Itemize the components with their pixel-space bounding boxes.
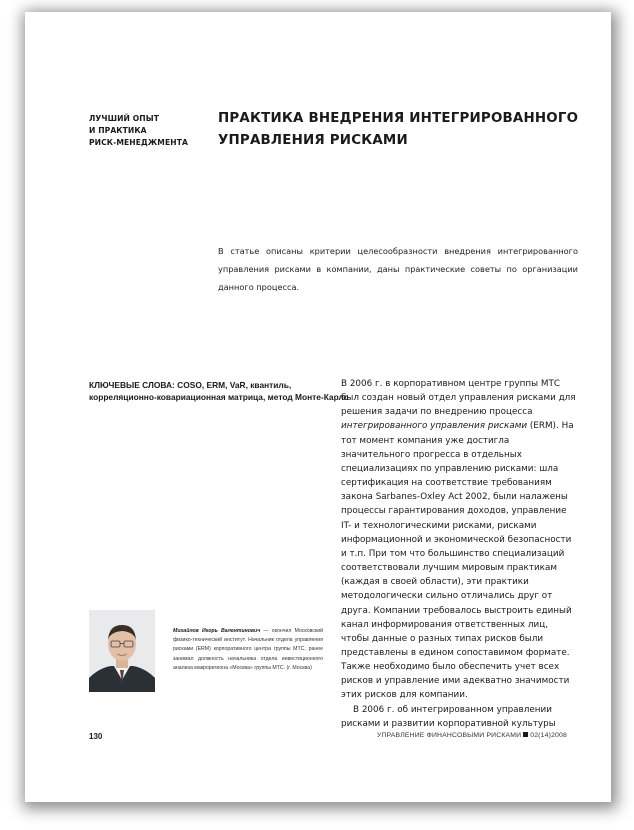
article-abstract: В статье описаны критерии целесообразности внедрения интегрированного управления рисками в компании, даны практические советы по организации данного процесса. [218,246,578,292]
body-text-span: (ERM). На тот момент компания уже достигла значительного прогресса в отдельных специализациях по управлению рисками: шла сертификация на соответствие требованиям закона Sarbanes-Oxley Act 2002, были налажены процессы гарантирования доходов, управление IT- и технологическими рисками, рисками информационной и экономической безопасности и т.п. При том что большинство специализаций соответствовали лучшим мировым практикам (каждая в своей области), эти практики методологически сильно отличались друг от друга. Компании требовалось выстроить единый канал информирования ответственных лиц, чтобы данные о разных типах рисков были представлены в едином сопоставимом формате. Также необходимо было обеспечить учет всех рисков и управление ими адекватно значимости этих рисков для компании. [341,421,574,701]
article-title-line: УПРАВЛЕНИЯ РИСКАМИ [218,133,408,148]
section-label-line: ЛУЧШИЙ ОПЫТ [89,114,159,123]
section-label [89,113,209,149]
author-photo [89,610,155,692]
body-text-span: В 2006 г. в корпоративном центре группы МТС был создан новый отдел управления рисками для решения задачи по внедрению процесса [341,379,576,418]
article-body [341,377,577,731]
journal-footer [377,732,567,739]
body-paragraph [341,377,577,703]
journal-page [25,12,611,802]
author-bio: — окончил Московский физико-технический институт. Начальник отдела управления рисками (ERM) корпоративного центра группы МТС, ранее занимал должность начальника отдела инвестиционного анализа макрорегиона «Москва» группы МТС. (г. Москва) [173,628,323,671]
journal-name: УПРАВЛЕНИЕ ФИНАНСОВЫМИ РИСКАМИ [376,732,522,739]
author-portrait-icon [89,610,155,692]
article-title-line: ПРАКТИКА ВНЕДРЕНИЯ ИНТЕГРИРОВАННОГО [218,111,579,126]
page-number: 130 [89,732,103,741]
keywords: КЛЮЧЕВЫЕ СЛОВА: COSO, ERM, VaR, квантиль, корреляционно-ковариационная матрица, метод Монте-Карло [89,380,349,402]
section-label-line: РИСК-МЕНЕДЖМЕНТА [89,138,188,147]
section-label-line: И ПРАКТИКА [89,126,147,135]
body-paragraph: В 2006 г. об интегрированном управлении рисками и развитии корпоративной культуры [341,704,556,729]
body-italic-term: интегрированного управления рисками [341,421,528,432]
author-name: Михайлов Игорь Валентинович [173,628,261,634]
journal-issue: 02(14)2008 [530,732,567,739]
author-note [173,627,323,673]
article-title [218,108,588,152]
square-bullet-icon [523,732,528,737]
